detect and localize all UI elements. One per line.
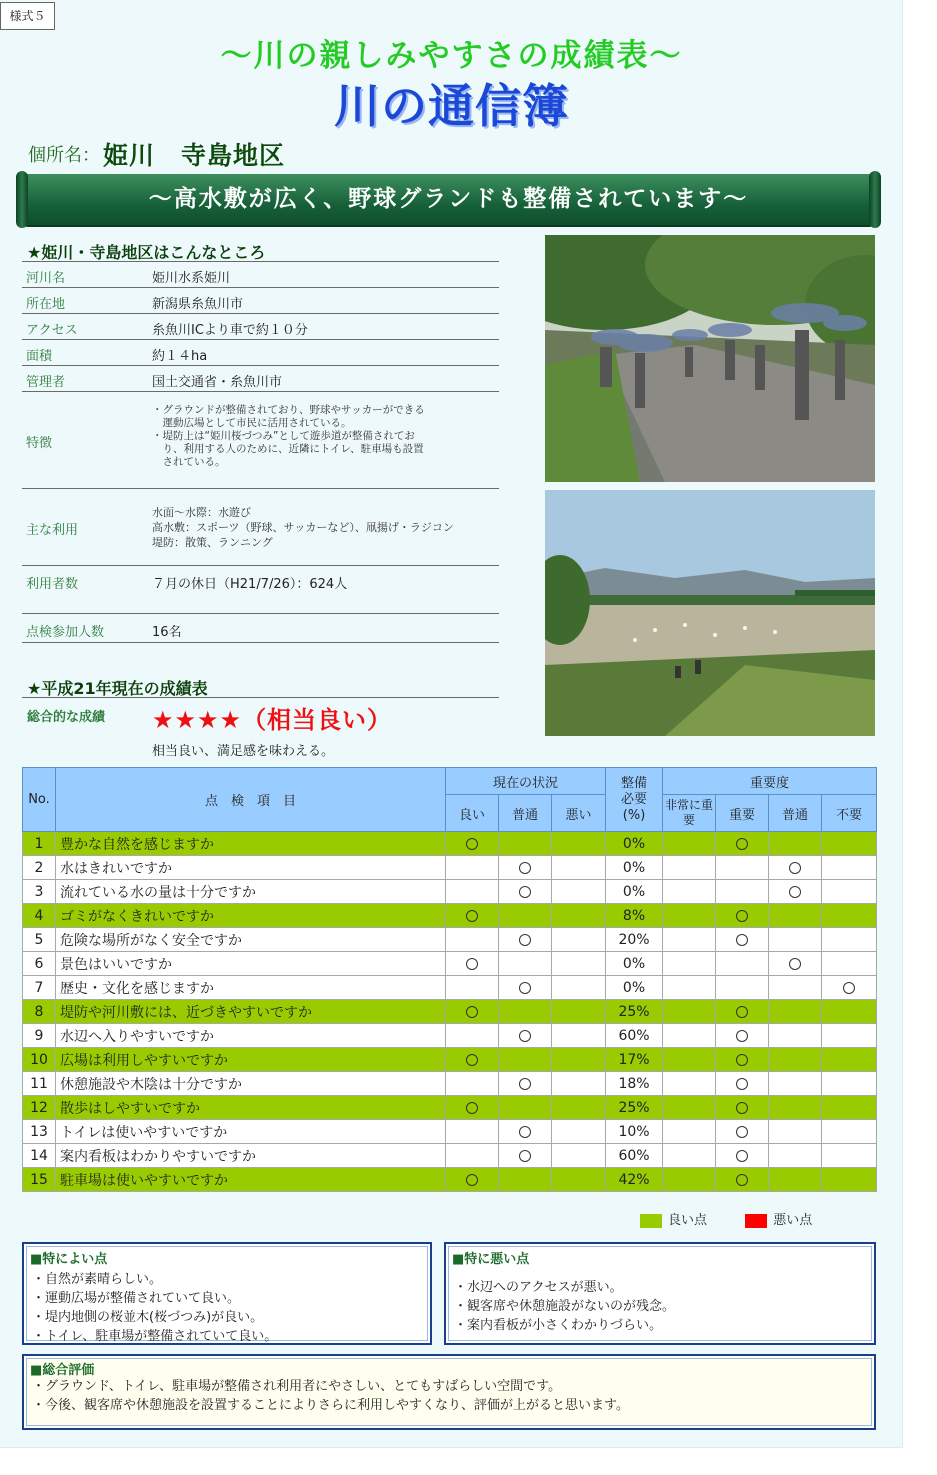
- importance-cell: [663, 952, 716, 976]
- importance-cell: [663, 1168, 716, 1192]
- info-row-features: [22, 392, 499, 489]
- row-number: 12: [23, 1096, 56, 1120]
- bad-points-list: [454, 1278, 675, 1335]
- need-percent: 20%: [606, 928, 663, 952]
- importance-cell: [663, 904, 716, 928]
- importance-cell: [716, 856, 769, 880]
- bad-points-title: ■特に悪い点: [452, 1252, 530, 1267]
- info-key: 点検参加人数: [26, 625, 105, 640]
- status-cell: [499, 928, 552, 952]
- circle-mark-icon: [843, 982, 855, 994]
- col-header-status-bad: 悪い: [552, 795, 606, 832]
- need-percent: 60%: [606, 1024, 663, 1048]
- status-cell: [446, 1048, 499, 1072]
- row-number: 13: [23, 1120, 56, 1144]
- need-percent: 0%: [606, 832, 663, 856]
- form-label: 様式５: [0, 2, 55, 30]
- importance-cell: [716, 1144, 769, 1168]
- status-cell: [446, 1144, 499, 1168]
- row-item: 水辺へ入りやすいですか: [56, 1024, 446, 1048]
- status-cell: [499, 1072, 552, 1096]
- importance-cell: [663, 928, 716, 952]
- col-header-importance: 重要度: [663, 768, 877, 795]
- importance-cell: [716, 976, 769, 1000]
- circle-mark-icon: [466, 910, 478, 922]
- status-cell: [552, 1168, 606, 1192]
- status-cell: [446, 1120, 499, 1144]
- status-cell: [446, 928, 499, 952]
- row-number: 8: [23, 1000, 56, 1024]
- summary-box: [22, 1354, 876, 1430]
- status-cell: [446, 952, 499, 976]
- row-number: 1: [23, 832, 56, 856]
- list-item: ・案内看板が小さくわかりづらい。: [454, 1318, 663, 1333]
- importance-cell: [663, 1072, 716, 1096]
- circle-mark-icon: [789, 958, 801, 970]
- col-header-status-good: 良い: [446, 795, 499, 832]
- info-value: 新潟県糸魚川市: [152, 297, 244, 312]
- importance-cell: [663, 1024, 716, 1048]
- scroll-banner: [22, 174, 875, 225]
- circle-mark-icon: [736, 1174, 748, 1186]
- need-percent: 0%: [606, 952, 663, 976]
- circle-mark-icon: [736, 1054, 748, 1066]
- location-label: 個所名：: [28, 145, 100, 166]
- circle-mark-icon: [466, 1102, 478, 1114]
- status-cell: [552, 1144, 606, 1168]
- col-header-importance-very: 非常に重要: [663, 795, 716, 832]
- row-item: 豊かな自然を感じますか: [56, 832, 446, 856]
- circle-mark-icon: [466, 958, 478, 970]
- grade-table-wrapper: [22, 767, 876, 1192]
- status-cell: [552, 880, 606, 904]
- col-header-status: 現在の状況: [446, 768, 606, 795]
- importance-cell: [822, 928, 877, 952]
- importance-cell: [769, 904, 822, 928]
- importance-cell: [716, 1000, 769, 1024]
- circle-mark-icon: [519, 982, 531, 994]
- importance-cell: [769, 1000, 822, 1024]
- importance-cell: [716, 1048, 769, 1072]
- list-item: ・観客席や休憩施設がないのが残念。: [454, 1299, 676, 1314]
- status-cell: [446, 880, 499, 904]
- grade-divider: [22, 697, 499, 698]
- circle-mark-icon: [519, 862, 531, 874]
- circle-mark-icon: [736, 1030, 748, 1042]
- circle-mark-icon: [789, 886, 801, 898]
- info-value: ・グラウンドが整備されており、野球やサッカーができる 運動広場として市民に活用されている。 ・堤防上は“姫川桜づつみ”として遊歩道が整備されてお り、利用する人のために、近隣にトイレ、駐車場も設置 されている。: [152, 404, 425, 468]
- grade-table-body: [23, 832, 877, 1192]
- row-number: 15: [23, 1168, 56, 1192]
- col-header-status-normal: 普通: [499, 795, 552, 832]
- info-key: 所在地: [26, 297, 66, 312]
- importance-cell: [769, 928, 822, 952]
- importance-cell: [769, 880, 822, 904]
- need-percent: 42%: [606, 1168, 663, 1192]
- importance-cell: [716, 1072, 769, 1096]
- grade-heading: ★平成21年現在の成績表: [27, 679, 208, 698]
- col-header-importance-important: 重要: [716, 795, 769, 832]
- need-percent: 60%: [606, 1144, 663, 1168]
- legend: [640, 1209, 812, 1228]
- importance-cell: [769, 952, 822, 976]
- status-cell: [552, 976, 606, 1000]
- info-value: 国土交通省・糸魚川市: [152, 375, 283, 390]
- summary-title: ■総合評価: [30, 1363, 95, 1378]
- table-row: [23, 1072, 877, 1096]
- importance-cell: [822, 952, 877, 976]
- status-cell: [499, 1048, 552, 1072]
- good-points-list: [32, 1270, 277, 1346]
- list-item: ・グラウンド、トイレ、駐車場が整備され利用者にやさしい、とてもすばらしい空間です。: [32, 1379, 562, 1394]
- status-cell: [446, 856, 499, 880]
- info-row-manager: [22, 366, 499, 392]
- table-row: [23, 1144, 877, 1168]
- table-row: [23, 1048, 877, 1072]
- importance-cell: [822, 1048, 877, 1072]
- importance-cell: [822, 1120, 877, 1144]
- importance-cell: [822, 1024, 877, 1048]
- row-number: 2: [23, 856, 56, 880]
- status-cell: [552, 1048, 606, 1072]
- status-cell: [499, 832, 552, 856]
- legend-bad-swatch: [745, 1214, 767, 1228]
- circle-mark-icon: [736, 934, 748, 946]
- row-number: 7: [23, 976, 56, 1000]
- row-item: トイレは使いやすいですか: [56, 1120, 446, 1144]
- info-key: アクセス: [26, 323, 78, 338]
- info-value: 約１４ha: [152, 349, 208, 364]
- row-item: 堤防や河川敷には、近づきやすいですか: [56, 1000, 446, 1024]
- list-item: ・トイレ、駐車場が整備されていて良い。: [32, 1329, 278, 1344]
- row-number: 6: [23, 952, 56, 976]
- importance-cell: [716, 880, 769, 904]
- bad-points-box: [444, 1242, 876, 1345]
- info-value: 水面～水際：水遊び 高水敷：スポーツ（野球、サッカーなど）、凧揚げ・ラジコン 堤防：散策、ランニング: [152, 506, 454, 549]
- row-number: 9: [23, 1024, 56, 1048]
- importance-cell: [822, 1144, 877, 1168]
- importance-cell: [822, 1096, 877, 1120]
- info-row-usage: [22, 489, 499, 566]
- circle-mark-icon: [736, 1102, 748, 1114]
- status-cell: [499, 952, 552, 976]
- importance-cell: [663, 976, 716, 1000]
- table-row: [23, 1168, 877, 1192]
- info-value: 16名: [152, 625, 182, 640]
- info-row-users: [22, 566, 499, 614]
- row-item: 広場は利用しやすいですか: [56, 1048, 446, 1072]
- importance-cell: [716, 1024, 769, 1048]
- importance-cell: [663, 1000, 716, 1024]
- importance-cell: [769, 1072, 822, 1096]
- need-percent: 17%: [606, 1048, 663, 1072]
- col-header-need: 整備 必要 (%): [606, 768, 663, 832]
- location-value: 姫川 寺島地区: [103, 141, 286, 170]
- row-item: 景色はいいですか: [56, 952, 446, 976]
- status-cell: [499, 880, 552, 904]
- importance-cell: [822, 856, 877, 880]
- status-cell: [552, 904, 606, 928]
- importance-cell: [769, 976, 822, 1000]
- photo-inspection-group: [545, 235, 875, 482]
- status-cell: [552, 1096, 606, 1120]
- info-row-participants: [22, 614, 499, 643]
- table-row: [23, 952, 877, 976]
- status-cell: [499, 904, 552, 928]
- info-value: 糸魚川ICより車で約１０分: [152, 323, 308, 338]
- importance-cell: [663, 1048, 716, 1072]
- status-cell: [446, 976, 499, 1000]
- importance-cell: [822, 1072, 877, 1096]
- importance-cell: [663, 1120, 716, 1144]
- overall-grade-label: 総合的な成績: [27, 710, 106, 725]
- list-item: ・今後、観客席や休憩施設を設置することによりさらに利用しやすくなり、評価が上がると思います。: [32, 1398, 629, 1413]
- info-table: [22, 261, 499, 643]
- status-cell: [552, 952, 606, 976]
- importance-cell: [769, 1096, 822, 1120]
- circle-mark-icon: [519, 1078, 531, 1090]
- row-item: 散歩はしやすいですか: [56, 1096, 446, 1120]
- importance-cell: [716, 1120, 769, 1144]
- status-cell: [499, 1024, 552, 1048]
- need-percent: 10%: [606, 1120, 663, 1144]
- status-cell: [499, 1144, 552, 1168]
- importance-cell: [716, 928, 769, 952]
- row-item: 流れている水の量は十分ですか: [56, 880, 446, 904]
- banner-text: ～高水敷が広く、野球グランドも整備されています～: [148, 186, 749, 212]
- circle-mark-icon: [736, 1126, 748, 1138]
- status-cell: [552, 832, 606, 856]
- col-header-importance-normal: 普通: [769, 795, 822, 832]
- circle-mark-icon: [519, 1126, 531, 1138]
- circle-mark-icon: [736, 1150, 748, 1162]
- col-header-item: 点 検 項 目: [56, 768, 446, 832]
- status-cell: [446, 1000, 499, 1024]
- status-cell: [446, 1072, 499, 1096]
- row-number: 10: [23, 1048, 56, 1072]
- table-row: [23, 880, 877, 904]
- status-cell: [552, 928, 606, 952]
- need-percent: 0%: [606, 976, 663, 1000]
- info-row-access: [22, 314, 499, 340]
- need-percent: 25%: [606, 1000, 663, 1024]
- row-number: 11: [23, 1072, 56, 1096]
- row-item: 案内看板はわかりやすいですか: [56, 1144, 446, 1168]
- row-item: 水はきれいですか: [56, 856, 446, 880]
- importance-cell: [716, 832, 769, 856]
- info-key: 管理者: [26, 375, 66, 390]
- photo-baseball-ground: [545, 490, 875, 736]
- status-cell: [552, 1024, 606, 1048]
- circle-mark-icon: [736, 1078, 748, 1090]
- row-item: 危険な場所がなく安全ですか: [56, 928, 446, 952]
- row-item: 休憩施設や木陰は十分ですか: [56, 1072, 446, 1096]
- info-key: 面積: [26, 349, 53, 364]
- importance-cell: [663, 880, 716, 904]
- need-percent: 25%: [606, 1096, 663, 1120]
- importance-cell: [663, 1144, 716, 1168]
- importance-cell: [822, 976, 877, 1000]
- info-value: ７月の休日（H21/7/26）：624人: [152, 577, 348, 592]
- importance-cell: [769, 832, 822, 856]
- status-cell: [552, 1000, 606, 1024]
- info-value: 姫川水系姫川: [152, 271, 231, 286]
- overall-grade-comment: 相当良い、満足感を味わえる。: [152, 744, 335, 759]
- status-cell: [552, 1072, 606, 1096]
- good-points-box: [22, 1242, 432, 1345]
- col-header-no: No.: [23, 768, 56, 832]
- importance-cell: [822, 880, 877, 904]
- circle-mark-icon: [736, 910, 748, 922]
- need-percent: 8%: [606, 904, 663, 928]
- row-number: 5: [23, 928, 56, 952]
- row-item: 歴史・文化を感じますか: [56, 976, 446, 1000]
- info-key: 主な利用: [26, 523, 79, 538]
- table-row: [23, 832, 877, 856]
- table-row: [23, 856, 877, 880]
- photo-baseball-ground-image: [545, 490, 875, 736]
- legend-good-swatch: [640, 1214, 662, 1228]
- importance-cell: [769, 1024, 822, 1048]
- status-cell: [552, 856, 606, 880]
- table-row: [23, 976, 877, 1000]
- summary-list: [32, 1377, 629, 1415]
- good-points-title: ■特によい点: [30, 1252, 108, 1267]
- circle-mark-icon: [519, 1150, 531, 1162]
- importance-cell: [769, 1048, 822, 1072]
- status-cell: [446, 832, 499, 856]
- circle-mark-icon: [466, 1054, 478, 1066]
- importance-cell: [663, 856, 716, 880]
- table-row: [23, 928, 877, 952]
- row-number: 4: [23, 904, 56, 928]
- row-number: 14: [23, 1144, 56, 1168]
- importance-cell: [663, 1096, 716, 1120]
- importance-cell: [822, 1168, 877, 1192]
- overall-grade-stars: ★★★★（相当良い）: [152, 706, 393, 734]
- importance-cell: [716, 904, 769, 928]
- status-cell: [499, 976, 552, 1000]
- status-cell: [552, 1120, 606, 1144]
- need-percent: 0%: [606, 880, 663, 904]
- info-row-area: [22, 340, 499, 366]
- importance-cell: [822, 832, 877, 856]
- importance-cell: [716, 1168, 769, 1192]
- table-row: [23, 1120, 877, 1144]
- subtitle: ～川の親しみやすさの成績表～: [220, 38, 683, 74]
- list-item: ・運動広場が整備されていて良い。: [32, 1291, 241, 1306]
- info-key: 利用者数: [26, 577, 79, 592]
- info-row-address: [22, 288, 499, 314]
- status-cell: [499, 1096, 552, 1120]
- info-heading: ★姫川・寺島地区はこんなところ: [27, 243, 266, 262]
- importance-cell: [822, 904, 877, 928]
- table-row: [23, 904, 877, 928]
- importance-cell: [716, 952, 769, 976]
- importance-cell: [769, 1168, 822, 1192]
- list-item: ・水辺へのアクセスが悪い。: [454, 1280, 623, 1295]
- info-key: 河川名: [26, 271, 66, 286]
- need-percent: 18%: [606, 1072, 663, 1096]
- importance-cell: [822, 1000, 877, 1024]
- circle-mark-icon: [519, 934, 531, 946]
- photo-inspection-group-image: [545, 235, 875, 482]
- circle-mark-icon: [466, 1006, 478, 1018]
- circle-mark-icon: [736, 1006, 748, 1018]
- importance-cell: [769, 1144, 822, 1168]
- col-header-importance-none: 不要: [822, 795, 877, 832]
- status-cell: [499, 1120, 552, 1144]
- importance-cell: [716, 1096, 769, 1120]
- circle-mark-icon: [519, 1030, 531, 1042]
- circle-mark-icon: [519, 886, 531, 898]
- table-row: [23, 1024, 877, 1048]
- list-item: ・堤内地側の桜並木(桜づつみ)が良い。: [32, 1310, 264, 1325]
- status-cell: [446, 1024, 499, 1048]
- circle-mark-icon: [466, 838, 478, 850]
- circle-mark-icon: [789, 862, 801, 874]
- importance-cell: [769, 856, 822, 880]
- circle-mark-icon: [466, 1174, 478, 1186]
- status-cell: [446, 1168, 499, 1192]
- legend-good-label: 良い点: [668, 1213, 708, 1228]
- status-cell: [499, 1000, 552, 1024]
- need-percent: 0%: [606, 856, 663, 880]
- main-title: 川の通信簿: [334, 79, 569, 133]
- circle-mark-icon: [736, 838, 748, 850]
- status-cell: [499, 1168, 552, 1192]
- status-cell: [446, 1096, 499, 1120]
- row-item: 駐車場は使いやすいですか: [56, 1168, 446, 1192]
- info-row-river: [22, 262, 499, 288]
- info-key: 特徴: [26, 436, 53, 451]
- row-item: ゴミがなくきれいですか: [56, 904, 446, 928]
- status-cell: [499, 856, 552, 880]
- status-cell: [446, 904, 499, 928]
- importance-cell: [769, 1120, 822, 1144]
- legend-bad-label: 悪い点: [773, 1213, 813, 1228]
- grade-table: [22, 767, 877, 1192]
- table-row: [23, 1096, 877, 1120]
- importance-cell: [663, 832, 716, 856]
- table-row: [23, 1000, 877, 1024]
- row-number: 3: [23, 880, 56, 904]
- list-item: ・自然が素晴らしい。: [32, 1272, 163, 1287]
